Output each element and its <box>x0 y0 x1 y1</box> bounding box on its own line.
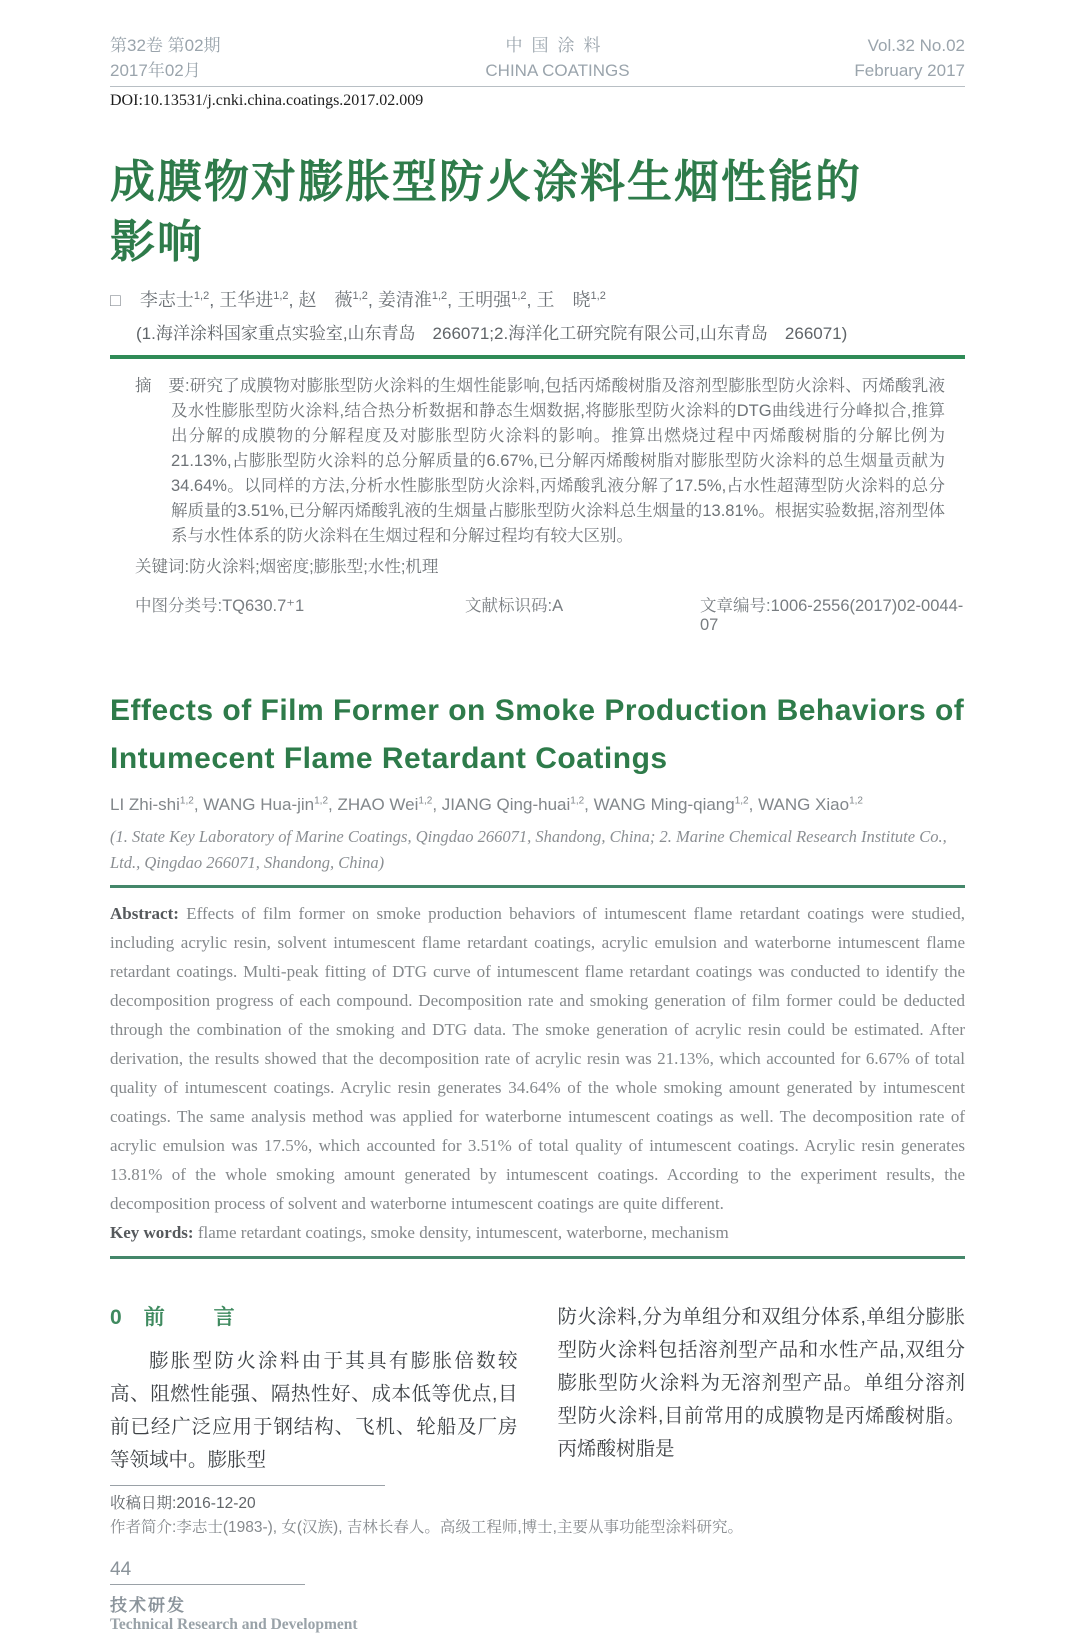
section-heading <box>110 1301 518 1331</box>
author-cn <box>140 290 214 310</box>
author-separator: , <box>209 290 215 310</box>
keywords-cn-text: 防火涂料;烟密度;膨胀型;水性;机理 <box>189 558 439 576</box>
footnote-divider <box>110 1485 385 1486</box>
author-superscript: 1,2 <box>314 795 329 807</box>
author-name: 姜清淮 <box>377 290 432 310</box>
author-superscript: 1,2 <box>849 795 863 807</box>
abstract-en <box>110 899 965 1218</box>
author-en <box>594 795 758 814</box>
doi-line: DOI:10.13531/j.cnki.china.coatings.2017.02.009 <box>110 92 424 109</box>
author-superscript: 1,2 <box>734 795 749 807</box>
page-number: 44 <box>110 1559 132 1580</box>
keywords-cn <box>135 555 965 580</box>
author-name: WANG Xiao <box>758 795 850 814</box>
journal-name-cn: 中国涂料 <box>505 36 610 55</box>
author-name: LI Zhi-shi <box>110 795 180 814</box>
affiliation-en: (1. State Key Laboratory of Marine Coatings, Qingdao 266071, Shandong, China; 2. Marine Chemical Research Institute Co., Ltd., Qingdao 266071, Shandong, China) <box>110 827 947 872</box>
abstract-en-label: Abstract: <box>110 904 179 923</box>
column-name-cn: 技术研发 <box>110 1596 186 1615</box>
author-name: 王明强 <box>457 290 512 310</box>
author-en <box>203 795 337 814</box>
author-cn <box>219 290 293 310</box>
author-cn <box>378 290 452 310</box>
article-title-cn-line2: 影响 <box>110 216 205 267</box>
issue-volume-cn: 第32卷 第02期 <box>110 36 221 55</box>
author-marker-icon: □ <box>110 290 121 310</box>
clc-label: 中图分类号: <box>135 597 223 615</box>
author-superscript: 1,2 <box>418 795 433 807</box>
author-en <box>337 795 441 814</box>
article-id <box>700 592 965 635</box>
document-code-value: A <box>552 597 564 615</box>
section-title: 前 言 <box>143 1306 249 1329</box>
author-name: ZHAO Wei <box>337 795 419 814</box>
body-column-right <box>558 1301 966 1477</box>
authors-cn <box>110 286 965 312</box>
issue-info-en <box>785 33 965 83</box>
body-columns <box>110 1301 965 1477</box>
abstract-cn-label: 摘 要: <box>135 377 190 395</box>
author-separator: , <box>432 795 442 814</box>
journal-name-en: CHINA COATINGS <box>485 61 630 80</box>
abstract-en-text: Effects of film former on smoke production behaviors of intumescent flame retardant coatings were studied, including acrylic resin, solvent intumescent flame retardant coatings, acrylic emulsion and waterborne intumescent flame retardant coatings. Multi-peak fitting of DTG curve of intumescent flame retardant coatings was conducted to identify the decomposition progress of each compound. Decomposition rate and smoking generation of film former could be deducted through the combination of the smoking and DTG data. The smoke generation of acrylic resin could be estimated. After derivation, the results showed that the decomposition rate of acrylic resin was 21.13%, which accounted for 6.67% of total quality of intumescent coatings. Acrylic resin generates 34.64% of the whole smoking amount generated by intumescent coatings. The same analysis method was applied for waterborne intumescent coatings as well. The decomposition rate of acrylic emulsion was 17.5%, which accounted for 3.51% of total quality of intumescent coatings. Acrylic resin generates 13.81% of the whole smoking amount generated by intumescent coatings. According to the experiment results, the decomposition process of solvent and waterborne intumescent coatings are quite different. <box>110 904 965 1213</box>
author-separator: , <box>584 795 594 814</box>
author-name: 赵 薇 <box>298 290 353 310</box>
author-name: WANG Hua-jin <box>203 795 315 814</box>
author-separator: , <box>367 290 373 310</box>
author-separator: , <box>447 290 453 310</box>
author-en <box>442 795 594 814</box>
green-divider-middle <box>110 885 965 888</box>
author-superscript: 1,2 <box>570 795 585 807</box>
document-code-label: 文献标识码: <box>465 597 553 615</box>
section-number: 0 <box>110 1306 122 1329</box>
author-bio-value: 李志士(1983-), 女(汉族), 吉林长春人。高级工程师,博士,主要从事功能型涂料研究。 <box>176 1519 743 1536</box>
column-name-en: Technical Research and Development <box>110 1616 358 1633</box>
keywords-en-text: flame retardant coatings, smoke density, intumescent, waterborne, mechanism <box>193 1223 729 1242</box>
document-code <box>465 592 700 635</box>
body-paragraph-left: 膨胀型防火涂料由于其具有膨胀倍数较高、阻燃性能强、隔热性好、成本低等优点,目前已经广泛应用于钢结构、飞机、轮船及厂房等领域中。膨胀型 <box>110 1350 518 1471</box>
author-superscript: 1,2 <box>193 290 210 302</box>
authors-en <box>110 795 965 815</box>
author-superscript: 1,2 <box>431 290 448 302</box>
received-date-label: 收稿日期: <box>110 1495 177 1512</box>
author-name: 王 晓 <box>536 290 591 310</box>
author-separator: , <box>328 795 338 814</box>
author-en <box>758 795 863 814</box>
article-meta-row <box>135 592 965 635</box>
issue-date-en: February 2017 <box>854 61 965 80</box>
body-column-left <box>110 1301 518 1477</box>
article-id-label: 文章编号: <box>700 597 771 615</box>
author-superscript: 1,2 <box>179 795 194 807</box>
abstract-cn <box>135 374 945 549</box>
author-bio <box>110 1516 965 1540</box>
body-paragraph-right: 防火涂料,分为单组分和双组分体系,单组分膨胀型防火涂料包括溶剂型产品和水性产品,双组分膨胀型防火涂料为无溶剂型产品。单组分溶剂型防火涂料,目前常用的成膜物是丙烯酸树脂。丙烯酸树脂是 <box>557 1306 965 1460</box>
journal-name <box>330 33 785 83</box>
affiliation-cn: (1.海洋涂料国家重点实验室,山东青岛 266071;2.海洋化工研究院有限公司,山东青岛 266071) <box>136 324 848 343</box>
article-title-cn <box>110 152 965 272</box>
green-divider-top <box>110 355 965 359</box>
article-title-cn-line1: 成膜物对膨胀型防火涂料生烟性能的 <box>110 156 863 207</box>
author-separator: , <box>526 290 532 310</box>
clc-number <box>135 592 465 635</box>
footer-divider <box>110 1584 305 1585</box>
article-title-en-line2: Intumecent Flame Retardant Coatings <box>110 742 668 775</box>
author-superscript: 1,2 <box>273 290 289 302</box>
issue-volume-en: Vol.32 No.02 <box>867 36 965 55</box>
author-cn <box>299 290 373 310</box>
abstract-cn-paragraph <box>135 374 945 549</box>
article-title-en-line1: Effects of Film Former on Smoke Production Behaviors of <box>110 694 965 727</box>
author-superscript: 1,2 <box>511 290 527 302</box>
issue-info-cn <box>110 33 330 83</box>
received-date-value: 2016-12-20 <box>176 1495 256 1512</box>
author-cn <box>457 290 531 310</box>
green-divider-bottom <box>110 1256 965 1259</box>
author-name: 王华进 <box>219 290 274 310</box>
author-name: WANG Ming-qiang <box>593 795 735 814</box>
issue-date-cn: 2017年02月 <box>110 61 201 80</box>
received-date <box>110 1492 965 1516</box>
author-superscript: 1,2 <box>590 290 606 302</box>
page-content <box>110 0 965 1634</box>
header-divider <box>110 86 965 87</box>
author-separator: , <box>748 795 759 814</box>
author-separator: , <box>193 795 204 814</box>
keywords-en-label: Key words: <box>110 1223 194 1242</box>
journal-header <box>110 0 965 83</box>
author-bio-label: 作者简介: <box>110 1519 177 1536</box>
clc-value: TQ630.7⁺1 <box>222 597 305 615</box>
article-title-en <box>110 687 965 783</box>
author-name: 李志士 <box>139 290 194 310</box>
author-en <box>110 795 203 814</box>
author-superscript: 1,2 <box>352 290 368 302</box>
author-cn <box>537 290 606 310</box>
author-separator: , <box>288 290 294 310</box>
abstract-cn-text: 研究了成膜物对膨胀型防火涂料的生烟性能影响,包括丙烯酸树脂及溶剂型膨胀型防火涂料、丙烯酸乳液及水性膨胀型防火涂料,结合热分析数据和静态生烟数据,将膨胀型防火涂料的DTG曲线进行分峰拟合,推算出分解的成膜物的分解程度及对膨胀型防火涂料的影响。推算出燃烧过程中丙烯酸树脂的分解比例为21.13%,占膨胀型防火涂料的总分解质量的6.67%,已分解丙烯酸树脂对膨胀型防火涂料的总生烟量贡献为34.64%。以同样的方法,分析水性膨胀型防火涂料,丙烯酸乳液分解了17.5%,占水性超薄型防火涂料的总分解质量的3.51%,已分解丙烯酸乳液的生烟量占膨胀型防火涂料总生烟量的13.81%。根据实验数据,溶剂型体系与水性体系的防火涂料在生烟过程和分解过程均有较大区别。 <box>171 377 945 545</box>
author-name: JIANG Qing-huai <box>441 795 571 814</box>
keywords-en <box>110 1218 965 1247</box>
article-id-value: 1006-2556(2017)02-0044-07 <box>700 597 964 634</box>
keywords-cn-label: 关键词: <box>135 558 190 576</box>
